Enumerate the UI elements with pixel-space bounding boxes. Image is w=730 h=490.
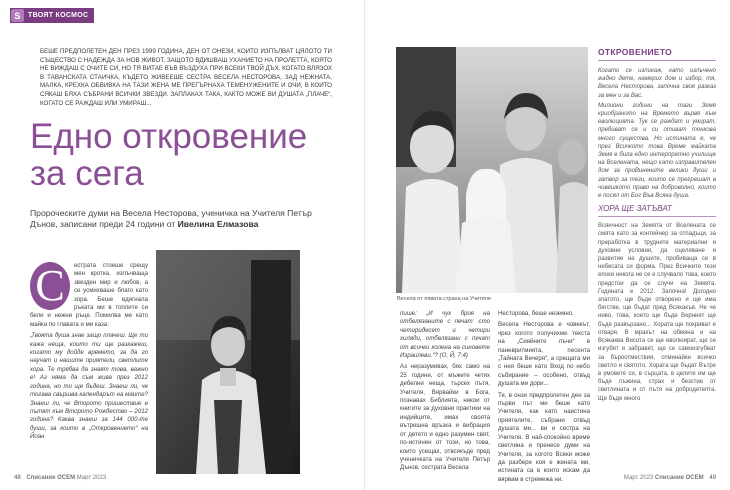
col1-para-1 [30,262,148,329]
article-subtitle [30,208,330,230]
section-tag [10,8,94,23]
article-title: Едно откровение за сега [30,117,308,193]
issue-date-right: Март 2023 [623,475,654,481]
author-name: Ивелина Елмазова [177,219,259,229]
drop-cap: С [30,262,70,310]
portrait-image [156,250,300,474]
page-number-left: 48 [14,475,21,481]
footer-right [624,475,720,481]
magazine-name-left: Списание ОСЕМ [26,475,76,481]
sidebar-para: Милиони години на тази Земя криобраното на Времето вървя към еволюцията. Тук се раждат и умират, пребиват се и си отиват тонкова много существа. Но истината е, че през Всичкото това Време майката Земя е била едно интерпретно училище на Вселената, нещо като изправителен дом за проВинените велики души и затвор за тези, които се прегрешат в човешкото право на доброволно, които е посял от Бог Във Всяка душа. [598,102,716,200]
body-column-4 [400,310,490,476]
page-gutter [364,0,365,490]
group-photo [396,47,588,293]
magazine-name-right: Списание ОСЕМ [654,475,704,481]
col1-para-1-text: естрата стоеше срещу мен кротка, излъчваща звезден мир и любов, а се усмихваше благо като зора. Беше вдигнала ръката ми в топлите си бели и нежни ръце. Помилва ме като майка по главата и ми каза: [30,262,148,328]
sidebar-para: Когато се изпикаж, като излъчено жадно дете, намерих дом и избор, тя, Весела Несторова, започна своя разказ за мен и за Вас. [598,68,716,99]
col5-para-1: Несторова, беше неземно. [498,310,574,317]
section-tag-label: ТВОЯТ КОСМОС [28,12,89,19]
col1-para-2: „Твоята душа знае защо плачеш. Ще ти кажа неща, които ти ще разкажеш, когато му дойде времето, за да го научат и нашите приятели, светлите хора. Те трябва да знаят това, важно е! Аз няма да съм жива през 2012 година, но ти ще бъдеш. Знаеш ли, че тогава свършва календарът на маите? Знаеш ли, че Второто пришествие е пътят към Второто Рождество – 2012 година? Каква знаеш за 144 000-те души, за които в „Откровението“ на Йоан [30,332,148,441]
body-column-5 [498,310,590,487]
sidebar-para: Всяичност на Земята от Вселената се смята като за контейнер за отпадъци, за преработка в трудните материални и духовни условия, да оцеляване и развитие на душите, пробиваща се в небесата си форма. През Всичките тези епохи никога не се е случвало това, което предстои да се случи на Земята. Годината е 2012. Започна! Догодно златото, ще бъде отворено и ще има бягстве, ще бъдат пред Всякакъв. Не че ниво, това, което ще бъде Верният ще бъде развързано... Хората ще покриват е отваря. В мракът на обмяна и на Всякаква Висота се ще еволюират, ще се изгубят и забравят, ще се самоизгубват за бъроотмествия, отминайки всичко светло и святото. Хората ще бъдат Вътре в умовете си, в сърцата, в целите им ще бъде лъжина, страх и безстие от светлината и от пътя на добродетелта. Ще бъде много [598,223,716,402]
col5-para-2: Весела Несторова е човекът, чрез когото получихме текста на „Сияйните лъчи“ в паневритмията, песента „Тайната Вечеря“, а срещата ми с нея беше като Вход по небо събирание – особено, отвъд душата ми дори... [498,321,590,388]
intro-paragraph: БЕШЕ ПРЕДПОЛЕТЕН ДЕН ПРЕЗ 1999 ГОДИНА, ДЕН ОТ ОНЕЗИ, КОИТО ИЗПЪЛВАТ ЦЯЛОТО ТИ СЪЩЕСТВО С НАДЕЖДА ЗА НОВ ЖИВОТ, ЗАЩОТО ВДИШВАШ УХАНИЕТО НА ПРОЛЕТТА, КОЯТО НЕ ВИЖДАШ С ОЧИТЕ СИ, НО ТЯ ВИТАЕ ВЪВ ВЪЗДУХА ПРИ ВСЕКИ ТВОЙ ДЪХ. КОГАТО ВЛЯЗОХ В ТАВАНСКАТА СТАИЧКА, КЪДЕТО ЖИВЕЕШЕ СЕСТРА ВЕСЕЛА НЕСТОРОВА, ЗАД НЕЖНАТА, МАЛКА, КРЕХКА ОБВИВКА НА ТАЗИ ЖЕНА МЕ ПРЕГЪРНАХА ТЕМЕНУЖЕНИТЕ И ОЧИ, В КОИТО СЯКАШ БЯХА СЪБРАНИ ВСИЧКИ ЗВЕЗДИ. ЗАПЛАКАХ ТАКА, КАКТО МОЖЕ ВИ ДУШАТА „ПЛАЧЕ“, КОГАТО СЕ РАЖДАШ ИЛИ УМИРАШ... [40,48,333,107]
col4-para-2: Аз неразумивах, бях само на 25 години, от мъжете четях дебелни неща, търсех пътя, Учителя, Вярвайки в Бога, познавах Библията, някои от книгите за духовни практики на индийците, имах своята вътрешна връзка и вибрация от детето и едно разумен свят, по-истинен от този, но това, които усещах, отвсякъде пред ученичката на Учителя Петър Дънов, сестрата Весела [400,363,490,472]
sidebar-rule [598,216,716,217]
section-badge-icon: S [11,9,24,22]
sidebar-rule [598,60,716,61]
sidebar-text-1 [598,67,716,200]
sidebar-text-2 [598,222,716,402]
sidebar [598,47,716,405]
col4-para-1: пише: „И чух броя на отбелязаните с печат: сто четиридесет и четири хиляди, отбелязани с печат от всички колена на синовете Израилеви.“? (О, Й, 7:4) [400,310,490,360]
footer-left [10,475,106,481]
portrait-photo [156,250,300,474]
sidebar-heading-1: ОТКРОВЕНИЕТО [598,47,673,57]
photo-caption: Весела от лявата страна на Учителя [397,296,491,302]
sidebar-heading-2: ХОРА ЩЕ ЗАТЪВАТ [598,204,672,214]
group-image [396,47,588,293]
page-number-right: 49 [709,475,716,481]
issue-date-left: Март 2023 [76,475,107,481]
subtitle-text: Пророческите думи на Весела Несторова, ученичка на Учителя Петър Дънов, записани преди 24 години от [30,208,312,229]
col5-para-3: Тя, в онзи предпролетен ден за първи път ми беше като Учителя, как като наистина приятелите, събрани отвъд душата ми... ви и сестра на Учителя. В най-спокойно време светлина и пренесе думи на Учителя, за когото Всеки може да разбере коя е жената ми, истината са в които искам да вярвам в стремежа ни. [498,391,590,483]
body-column-1 [30,262,148,445]
